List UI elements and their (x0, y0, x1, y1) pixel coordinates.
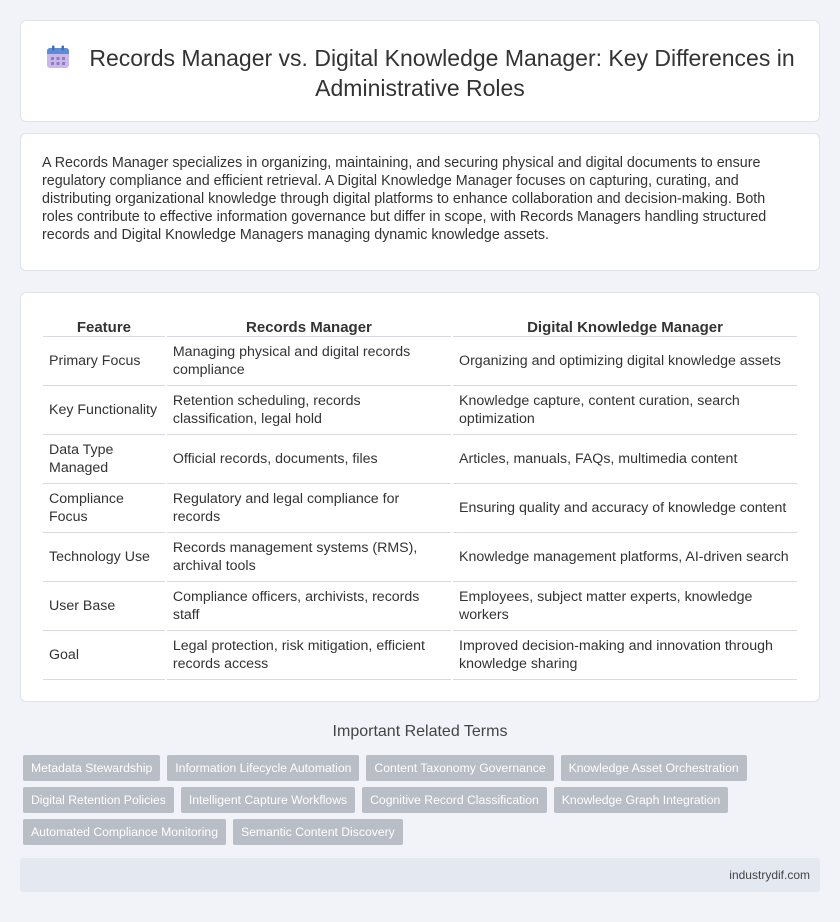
table-row (43, 484, 797, 533)
related-term-tag[interactable]: Metadata Stewardship (23, 755, 160, 781)
comparison-table-card (20, 292, 820, 702)
table-header-row (43, 313, 797, 337)
comparison-table (41, 313, 799, 680)
feature-cell: Goal (43, 631, 165, 680)
records-manager-cell: Legal protection, risk mitigation, efficient records access (167, 631, 451, 680)
feature-cell: Primary Focus (43, 337, 165, 386)
records-manager-cell: Official records, documents, files (167, 435, 451, 484)
intro-paragraph: A Records Manager specializes in organizing, maintaining, and securing physical and digital documents to ensure regulatory compliance and efficient retrieval. A Digital Knowledge Manager focuses on capturing, curating, and distributing organizational knowledge through digital platforms to enhance collaboration and decision-making. Both roles contribute to effective information governance but differ in scope, with Records Managers handling structured records and Digital Knowledge Managers managing dynamic knowledge assets. (42, 155, 767, 243)
header-records-manager: Records Manager (167, 313, 451, 337)
related-term-tag[interactable]: Intelligent Capture Workflows (181, 787, 355, 813)
digital-knowledge-manager-cell: Employees, subject matter experts, knowledge workers (453, 582, 797, 631)
digital-knowledge-manager-cell: Improved decision-making and innovation through knowledge sharing (453, 631, 797, 680)
related-term-tag[interactable]: Cognitive Record Classification (362, 787, 547, 813)
table-row (43, 582, 797, 631)
table-row (43, 435, 797, 484)
header-feature: Feature (43, 313, 165, 337)
title-card (20, 20, 820, 122)
digital-knowledge-manager-cell: Knowledge capture, content curation, search optimization (453, 386, 797, 435)
digital-knowledge-manager-cell: Knowledge management platforms, AI-driven search (453, 533, 797, 582)
table-row (43, 533, 797, 582)
records-manager-cell: Records management systems (RMS), archival tools (167, 533, 451, 582)
related-term-tag[interactable]: Digital Retention Policies (23, 787, 174, 813)
table-row (43, 337, 797, 386)
calendar-icon (45, 44, 71, 70)
related-terms-list (23, 755, 803, 845)
footer-bar (20, 858, 820, 892)
related-term-tag[interactable]: Semantic Content Discovery (233, 819, 403, 845)
records-manager-cell: Regulatory and legal compliance for records (167, 484, 451, 533)
related-term-tag[interactable]: Knowledge Asset Orchestration (561, 755, 747, 781)
feature-cell: Compliance Focus (43, 484, 165, 533)
footer-site-link[interactable]: industrydif.com (729, 868, 810, 882)
table-row (43, 631, 797, 680)
related-term-tag[interactable]: Information Lifecycle Automation (167, 755, 359, 781)
table-row (43, 386, 797, 435)
digital-knowledge-manager-cell: Organizing and optimizing digital knowledge assets (453, 337, 797, 386)
related-terms-heading: Important Related Terms (332, 723, 508, 740)
related-term-tag[interactable]: Content Taxonomy Governance (366, 755, 553, 781)
page-title-block (21, 43, 819, 103)
feature-cell: User Base (43, 582, 165, 631)
feature-cell: Technology Use (43, 533, 165, 582)
intro-card (20, 133, 820, 271)
related-term-tag[interactable]: Automated Compliance Monitoring (23, 819, 226, 845)
digital-knowledge-manager-cell: Ensuring quality and accuracy of knowledge content (453, 484, 797, 533)
records-manager-cell: Managing physical and digital records compliance (167, 337, 451, 386)
records-manager-cell: Retention scheduling, records classification, legal hold (167, 386, 451, 435)
records-manager-cell: Compliance officers, archivists, records staff (167, 582, 451, 631)
header-digital-knowledge-manager: Digital Knowledge Manager (453, 313, 797, 337)
feature-cell: Data Type Managed (43, 435, 165, 484)
page-title: Records Manager vs. Digital Knowledge Manager: Key Differences in Administrative Roles (89, 45, 795, 101)
related-term-tag[interactable]: Knowledge Graph Integration (554, 787, 729, 813)
digital-knowledge-manager-cell: Articles, manuals, FAQs, multimedia content (453, 435, 797, 484)
feature-cell: Key Functionality (43, 386, 165, 435)
